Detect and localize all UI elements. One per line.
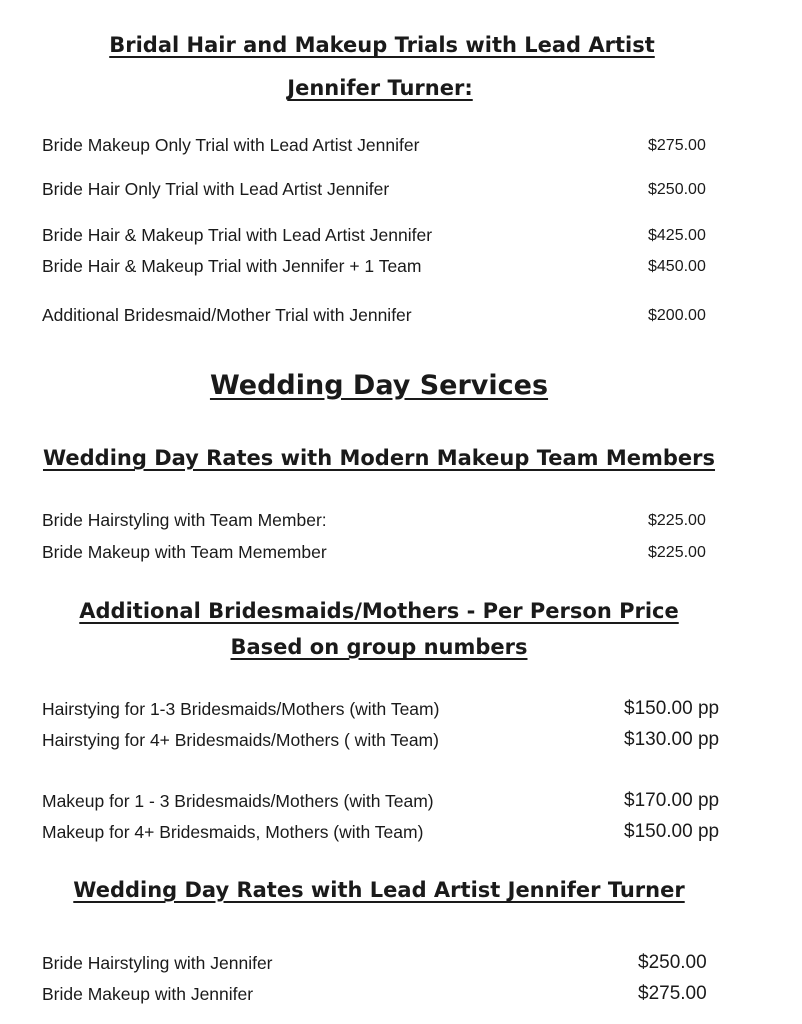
trial-item-price: $275.00 [648,137,706,154]
trial-item-label: Bride Makeup Only Trial with Lead Artist Jennifer [42,135,420,155]
team-heading: Wedding Day Rates with Modern Makeup Team Members [42,446,716,470]
team-item-label: Bride Hairstyling with Team Member: [42,510,327,530]
trial-item-label: Bride Hair Only Trial with Lead Artist Jennifer [42,179,390,199]
lead-item-price: $250.00 [638,952,707,973]
trials-title-line2: Jennifer Turner: [287,76,473,100]
team-item-label: Bride Makeup with Team Memember [42,542,327,562]
bridesmaid-item-label: Hairstying for 4+ Bridesmaids/Mothers ( with Team) [42,730,439,750]
trial-item-label: Additional Bridesmaid/Mother Trial with Jennifer [42,305,412,325]
bridesmaid-item-price: $170.00 pp [624,790,720,811]
bridesmaid-item-price: $150.00 pp [624,698,720,719]
lead-item-label: Bride Hairstyling with Jennifer [42,953,273,973]
bridesmaid-item-label: Hairstying for 1-3 Bridesmaids/Mothers (with Team) [42,699,440,719]
lead-item-label: Bride Makeup with Jennifer [42,984,254,1004]
bridesmaid-item-price: $150.00 pp [624,821,720,842]
trial-item-label: Bride Hair & Makeup Trial with Jennifer + 1 Team [42,256,422,276]
team-item-price: $225.00 [648,512,706,529]
trial-item-price: $250.00 [648,181,706,198]
bridesmaids-heading-line2: Based on group numbers [230,635,528,659]
wedding-day-title: Wedding Day Services [209,370,549,401]
trial-item-label: Bride Hair & Makeup Trial with Lead Artist Jennifer [42,225,433,245]
bridesmaid-item-price: $130.00 pp [624,729,720,750]
bridesmaid-item-label: Makeup for 4+ Bridesmaids, Mothers (with Team) [42,822,424,842]
trial-item-price: $450.00 [648,258,706,275]
bridesmaids-heading-line1: Additional Bridesmaids/Mothers - Per Person Price [79,599,679,623]
team-item-price: $225.00 [648,544,706,561]
bridesmaid-item-label: Makeup for 1 - 3 Bridesmaids/Mothers (with Team) [42,791,434,811]
trials-title-line1: Bridal Hair and Makeup Trials with Lead Artist [109,33,655,57]
lead-item-price: $275.00 [638,983,707,1004]
trial-item-price: $200.00 [648,307,706,324]
trial-item-price: $425.00 [648,227,706,244]
lead-heading: Wedding Day Rates with Lead Artist Jennifer Turner [73,878,685,902]
